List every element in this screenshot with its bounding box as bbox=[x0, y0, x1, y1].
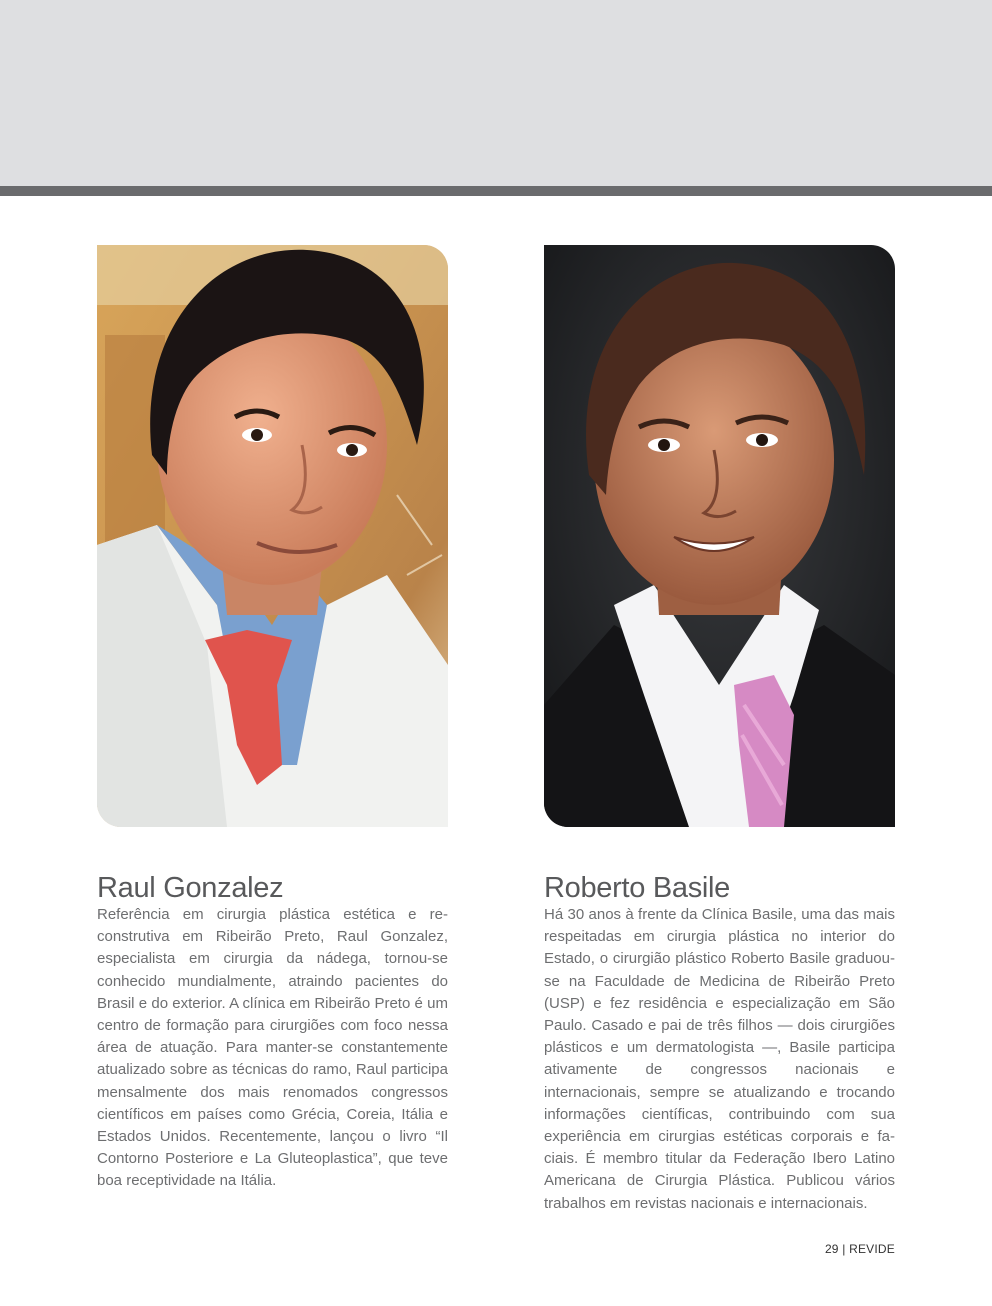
portrait-roberto-basile bbox=[544, 245, 895, 827]
profile-name-raul-gonzalez: Raul Gonzalez bbox=[97, 872, 284, 904]
profile-bio-roberto-basile: Há 30 anos à frente da Clínica Basile, uma das mais respeitadas em cirurgia plástica no interior do Estado, o cirurgião plástico Roberto Basile graduou-se na Faculdade de Medicina de Ribeirão Preto (USP) e fez residência e especialização em São Paulo. Casado e pai de três filhos — dois cirurgiões plásticos e um dermatologista —, Basile participa ativamente de congressos nacionais e internacionais, sempre se atualizando e trocando informações científicas, contribuindo com sua experiência em cirurgias estéticas corporais e faciais. É membro titular da Federação Ibero Latino Americana de Cirurgia Plástica. Publicou vários trabalhos em revistas nacionais e internacionais. bbox=[544, 906, 895, 1212]
folio-separator: | bbox=[842, 1242, 846, 1256]
portrait-raul-gonzalez bbox=[97, 245, 448, 827]
header-band bbox=[0, 0, 992, 186]
profile-bio-raul-gonzalez: Referência em cirurgia plástica estética e reconstrutiva em Ribeirão Preto, Raul Gonzalez, especialista em cirurgia da nádega, tornou-se conhecido mundialmente, atraindo pacientes do Brasil e do exterior. A clínica em Ribeirão Preto é um centro de formação para cirurgiões com foco nessa área de atuação. Para manter-se constantemente atualizado sobre as técnicas do ramo, Raul participa mensalmente dos mais renomados congressos científicos em países como Grécia, Coreia, Itália e Estados Unidos. Recentemente, lançou o livro “Il Contorno Posteriore e La Gluteoplastica”, que teve boa receptividade na Itália. bbox=[97, 906, 448, 1190]
page-folio bbox=[825, 1242, 895, 1256]
header-rule bbox=[0, 186, 992, 196]
page-number: 29 bbox=[824, 1242, 839, 1256]
profile-name-roberto-basile: Roberto Basile bbox=[544, 872, 731, 904]
magazine-name: REVIDE bbox=[849, 1242, 895, 1256]
